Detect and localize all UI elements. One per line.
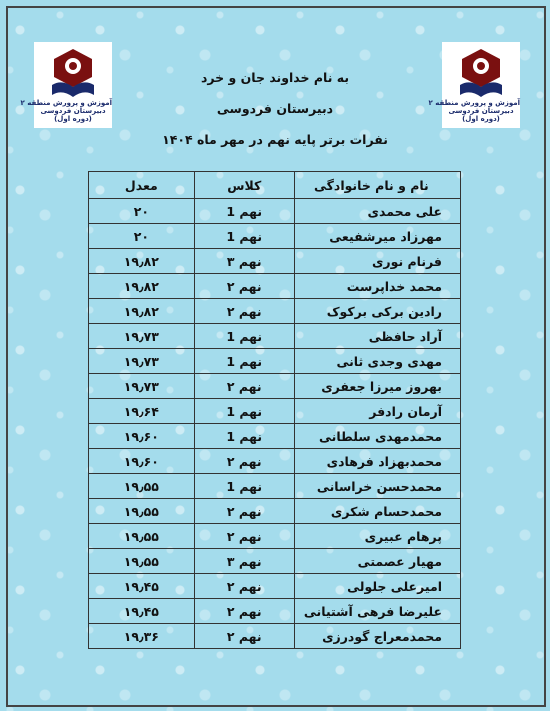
average-cell: ۱۹٫۶۴ xyxy=(89,399,195,424)
class-cell: نهم ۲ xyxy=(194,624,294,649)
class-cell: نهم ۲ xyxy=(194,499,294,524)
column-header-average: معدل xyxy=(89,172,195,199)
average-cell: ۱۹٫۳۶ xyxy=(89,624,195,649)
average-cell: ۱۹٫۴۵ xyxy=(89,574,195,599)
average-cell: ۱۹٫۸۲ xyxy=(89,274,195,299)
average-cell: ۱۹٫۶۰ xyxy=(89,449,195,474)
class-cell: نهم 1 xyxy=(194,324,294,349)
average-cell: ۲۰ xyxy=(89,199,195,224)
student-name-cell: رادین برکی برکوک xyxy=(294,299,460,324)
table-row xyxy=(89,574,461,599)
average-cell: ۱۹٫۷۳ xyxy=(89,374,195,399)
logo-caption-2: دبیرستان فردوسی xyxy=(448,107,514,115)
table-row xyxy=(89,299,461,324)
student-name-cell: محمدحسن خراسانی xyxy=(294,474,460,499)
average-cell: ۱۹٫۸۲ xyxy=(89,249,195,274)
table-row xyxy=(89,374,461,399)
average-cell: ۱۹٫۸۲ xyxy=(89,299,195,324)
student-name-cell: محمدمعراج گودرزی xyxy=(294,624,460,649)
table-row xyxy=(89,399,461,424)
class-cell: نهم ۲ xyxy=(194,524,294,549)
table-row xyxy=(89,274,461,299)
top-students-table xyxy=(88,171,461,649)
table-row xyxy=(89,624,461,649)
table-row xyxy=(89,324,461,349)
table-header-row xyxy=(89,172,461,199)
class-cell: نهم ۲ xyxy=(194,274,294,299)
student-name-cell: آرمان رادفر xyxy=(294,399,460,424)
student-name-cell: محمدمهدی سلطانی xyxy=(294,424,460,449)
average-cell: ۲۰ xyxy=(89,224,195,249)
average-cell: ۱۹٫۷۳ xyxy=(89,324,195,349)
student-name-cell: محمدحسام شکری xyxy=(294,499,460,524)
logo-caption-3: (دوره اول) xyxy=(54,115,92,123)
class-cell: نهم 1 xyxy=(194,224,294,249)
average-cell: ۱۹٫۴۵ xyxy=(89,599,195,624)
student-name-cell: مهدی وجدی ثانی xyxy=(294,349,460,374)
average-cell: ۱۹٫۵۵ xyxy=(89,524,195,549)
table-row xyxy=(89,599,461,624)
class-cell: نهم 1 xyxy=(194,199,294,224)
student-name-cell: بهروز میرزا جعفری xyxy=(294,374,460,399)
table-row xyxy=(89,474,461,499)
table-row xyxy=(89,499,461,524)
average-cell: ۱۹٫۵۵ xyxy=(89,549,195,574)
average-cell: ۱۹٫۵۵ xyxy=(89,499,195,524)
table-row xyxy=(89,249,461,274)
table-row xyxy=(89,524,461,549)
school-emblem-icon xyxy=(50,47,96,99)
class-cell: نهم ۲ xyxy=(194,599,294,624)
class-cell: نهم ۳ xyxy=(194,549,294,574)
table-row xyxy=(89,349,461,374)
student-name-cell: مهیار عصمتی xyxy=(294,549,460,574)
class-cell: نهم 1 xyxy=(194,349,294,374)
student-name-cell: آراد حافظی xyxy=(294,324,460,349)
school-name-heading: دبیرستان فردوسی xyxy=(216,101,334,116)
table-row xyxy=(89,199,461,224)
average-cell: ۱۹٫۶۰ xyxy=(89,424,195,449)
class-cell: نهم 1 xyxy=(194,424,294,449)
student-name-cell: علیرضا فرهی آشتیانی xyxy=(294,599,460,624)
average-cell: ۱۹٫۷۳ xyxy=(89,349,195,374)
class-cell: نهم ۳ xyxy=(194,249,294,274)
class-cell: نهم ۲ xyxy=(194,374,294,399)
column-header-class: کلاس xyxy=(194,172,294,199)
table-row xyxy=(89,424,461,449)
student-name-cell: علی محمدی xyxy=(294,199,460,224)
class-cell: نهم ۲ xyxy=(194,574,294,599)
logo-caption-1: آموزش و پرورش منطقه ۲ xyxy=(20,99,112,107)
school-logo-left xyxy=(20,42,112,128)
table-row xyxy=(89,224,461,249)
school-emblem-icon xyxy=(458,47,504,99)
class-cell: نهم ۲ xyxy=(194,449,294,474)
student-name-cell: امیرعلی جلولی xyxy=(294,574,460,599)
logo-caption-2: دبیرستان فردوسی xyxy=(40,107,106,115)
student-name-cell: فرنام نوری xyxy=(294,249,460,274)
student-name-cell: مهرزاد میرشفیعی xyxy=(294,224,460,249)
logo-caption-3: (دوره اول) xyxy=(462,115,500,123)
bismillah-heading: به نام خداوند جان و خرد xyxy=(200,70,350,85)
average-cell: ۱۹٫۵۵ xyxy=(89,474,195,499)
class-cell: نهم 1 xyxy=(194,399,294,424)
logo-caption-1: آموزش و پرورش منطقه ۲ xyxy=(428,99,520,107)
table-row xyxy=(89,549,461,574)
class-cell: نهم ۲ xyxy=(194,299,294,324)
student-name-cell: محمد خداپرست xyxy=(294,274,460,299)
class-cell: نهم 1 xyxy=(194,474,294,499)
page-title: نفرات برتر پایه نهم در مهر ماه ۱۴۰۴ xyxy=(162,132,388,147)
student-name-cell: پرهام عبیری xyxy=(294,524,460,549)
column-header-name: نام و نام خانوادگی xyxy=(294,172,460,199)
student-name-cell: محمدبهزاد فرهادی xyxy=(294,449,460,474)
table-row xyxy=(89,449,461,474)
school-logo-right xyxy=(428,42,520,128)
